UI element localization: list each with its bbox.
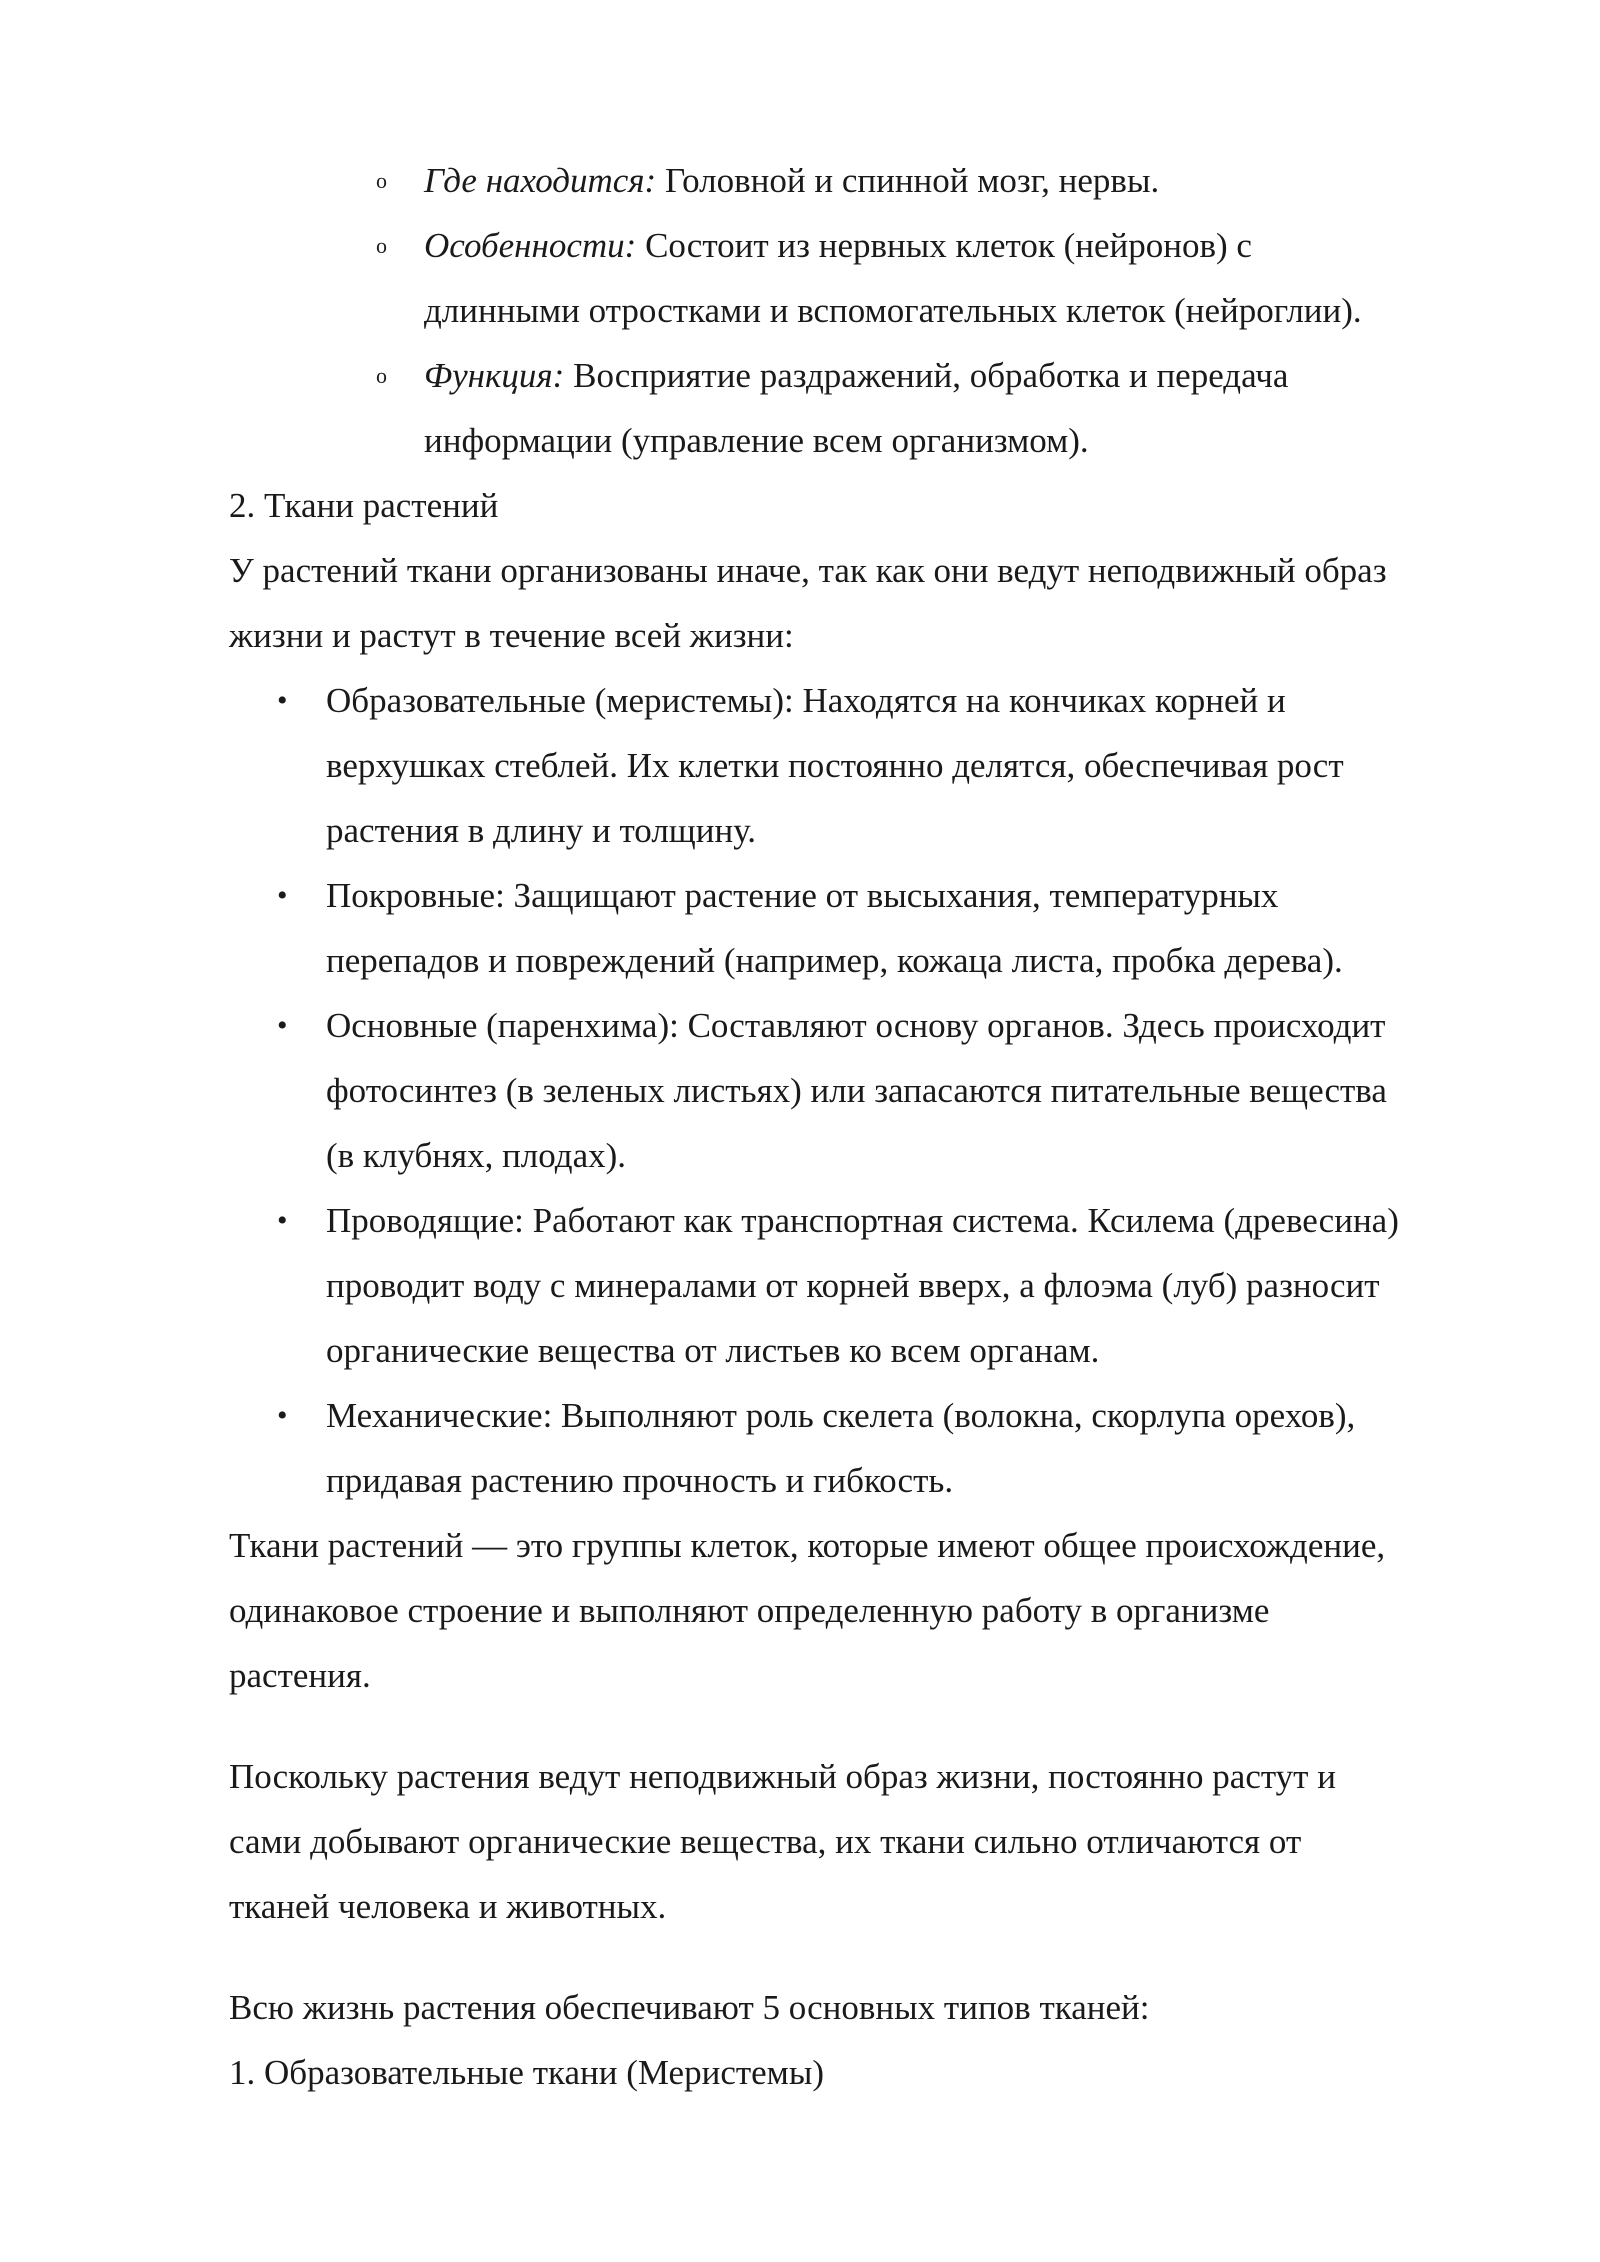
sub-list-label: Где находится: xyxy=(424,161,657,200)
sub-list-text: Состоит из нервных клеток (нейронов) с xyxy=(636,226,1252,265)
bullet-line: верхушках стеблей. Их клетки постоянно делятся, обеспечивая рост xyxy=(326,746,1344,785)
bullet-marker: • xyxy=(277,1399,288,1432)
sub-list-label: Особенности: xyxy=(424,226,637,265)
bullet-marker: • xyxy=(277,879,288,912)
sub-list-line: информации (управление всем организмом). xyxy=(424,421,1089,460)
section-heading: 2. Ткани растений xyxy=(229,486,499,525)
bullet-line: (в клубнях, плодах). xyxy=(326,1136,627,1175)
bullet-item-conducting xyxy=(229,1188,1509,1383)
tissue-bullet-list xyxy=(229,668,1509,1513)
sub-list-marker: o xyxy=(376,168,387,193)
paragraph-spacer xyxy=(229,1939,1509,1975)
bullet-line: фотосинтез (в зеленых листьях) или запасаются питательные вещества xyxy=(326,1071,1387,1110)
sub-list-marker: o xyxy=(376,233,387,258)
bullet-line: Покровные: Защищают растение от высыхания, температурных xyxy=(326,876,1279,915)
bullet-item-mechanical xyxy=(229,1383,1509,1513)
bullet-line: растения в длину и толщину. xyxy=(326,811,756,850)
sub-list-line: длинными отростками и вспомогательных клеток (нейроглии). xyxy=(424,291,1362,330)
section-heading: 1. Образовательные ткани (Меристемы) xyxy=(229,2053,824,2092)
sub-list-label: Функция: xyxy=(424,356,565,395)
bullet-line: Механические: Выполняют роль скелета (волокна, скорлупа орехов), xyxy=(326,1396,1356,1435)
paragraph-line: сами добывают органические вещества, их ткани сильно отличаются от xyxy=(229,1822,1302,1861)
difference-paragraph xyxy=(229,1744,1509,1939)
sub-list-line xyxy=(424,343,1509,408)
sub-list-item-features xyxy=(229,213,1509,343)
sub-list-text: Головной и спинной мозг, нервы. xyxy=(656,161,1160,200)
paragraph-line: жизни и растут в течение всей жизни: xyxy=(229,616,794,655)
intro-paragraph xyxy=(229,538,1509,668)
sub-list-line xyxy=(424,148,1509,213)
paragraph-line: тканей человека и животных. xyxy=(229,1887,667,1926)
bullet-line: Основные (паренхима): Составляют основу органов. Здесь происходит xyxy=(326,1006,1386,1045)
paragraph-line: Поскольку растения ведут неподвижный образ жизни, постоянно растут и xyxy=(229,1757,1336,1796)
bullet-line: органические вещества от листьев ко всем органам. xyxy=(326,1331,1100,1370)
bullet-item-ground xyxy=(229,993,1509,1188)
definition-paragraph xyxy=(229,1513,1509,1708)
paragraph-line: растения. xyxy=(229,1656,371,1695)
sub-list-marker: o xyxy=(376,363,387,388)
sub-list-item-function xyxy=(229,343,1509,473)
bullet-item-integumentary xyxy=(229,863,1509,993)
bullet-line: Проводящие: Работают как транспортная система. Ксилема (древесина) xyxy=(326,1201,1399,1240)
sub-list-line xyxy=(424,213,1509,278)
summary-line: Всю жизнь растения обеспечивают 5 основных типов тканей: xyxy=(229,1988,1150,2027)
paragraph-line: У растений ткани организованы иначе, так как они ведут неподвижный образ xyxy=(229,551,1387,590)
bullet-marker: • xyxy=(277,1009,288,1042)
bullet-line: Образовательные (меристемы): Находятся на кончиках корней и xyxy=(326,681,1286,720)
sub-list-item-location xyxy=(229,148,1509,213)
paragraph-line: одинаковое строение и выполняют определенную работу в организме xyxy=(229,1591,1270,1630)
document-body xyxy=(229,148,1509,2105)
bullet-line: проводит воду с минералами от корней вверх, а флоэма (луб) разносит xyxy=(326,1266,1380,1305)
bullet-line: придавая растению прочность и гибкость. xyxy=(326,1461,954,1500)
paragraph-line: Ткани растений — это группы клеток, которые имеют общее происхождение, xyxy=(229,1526,1386,1565)
bullet-marker: • xyxy=(277,684,288,717)
bullet-marker: • xyxy=(277,1204,288,1237)
bullet-item-meristem xyxy=(229,668,1509,863)
bullet-line: перепадов и повреждений (например, кожаца листа, пробка дерева). xyxy=(326,941,1343,980)
paragraph-spacer xyxy=(229,1708,1509,1744)
sub-list-text: Восприятие раздражений, обработка и передача xyxy=(564,356,1289,395)
